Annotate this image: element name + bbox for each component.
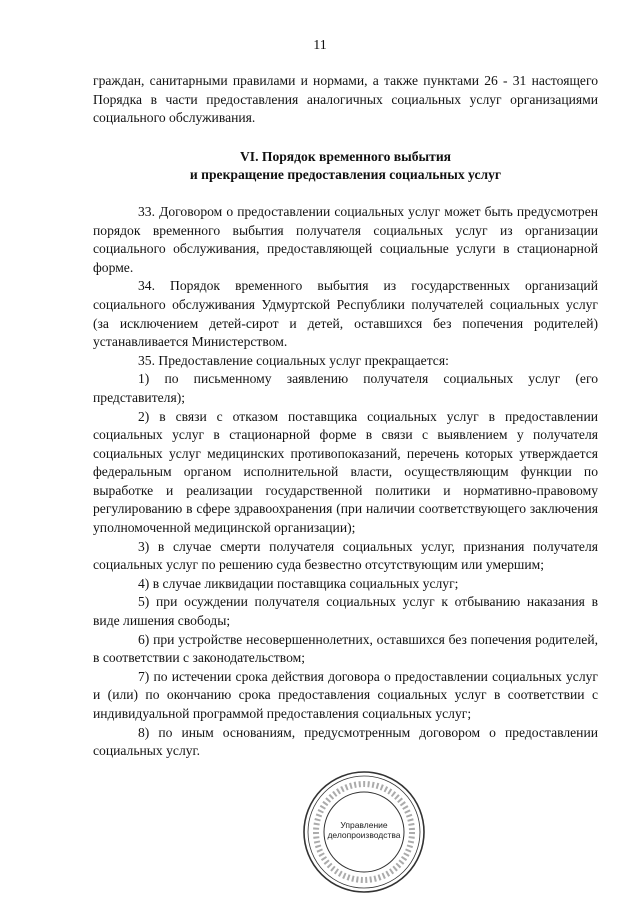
section-title-line-1: VI. Порядок временного выбытия — [239, 148, 452, 164]
list-item-3: 3) в случае смерти получателя социальных услуг, признания получателя социальных услуг по решению суда безвестно отсутствующим или умершим; — [93, 538, 598, 573]
section-title-line-2: и прекращение предоставления социальных услуг — [189, 167, 502, 183]
list-item-2: 2) в связи с отказом поставщика социальных услуг в предоставлении социальных услуг в стационарной форме в связи с выявлением у получателя социальных услуг медицинских противопоказаний, перечень которых утверждается федеральным органом исполнительной власти, осуществляющим функции по выработке и реализации государственной политики и нормативно-правовому регулированию в сфере здравоохранения (при наличии соответствующего заключения уполномоченной медицинской организации); — [93, 408, 598, 536]
list-item-4: 4) в случае ликвидации поставщика социальных услуг; — [138, 575, 459, 591]
list-item-8: 8) по иным основаниям, предусмотренным договором о предоставлении социальных услуг. — [93, 724, 598, 759]
document-body — [93, 72, 598, 761]
intro-paragraph: граждан, санитарными правилами и нормами, а также пунктами 26 - 31 настоящего Порядка в части предоставления аналогичных социальных услуг организациями социального обслуживания. — [93, 73, 598, 126]
list-item-1: 1) по письменному заявлению получателя социальных услуг (его представителя); — [93, 371, 598, 405]
paragraph-34: 34. Порядок временного выбытия из государственных организаций социального обслуживания Удмуртской Республики получателей социальных услуг (за исключением детей-сирот и детей, оставшихся без попечения родителей) устанавливается Министерством. — [93, 278, 598, 350]
list-item-5: 5) при осуждении получателя социальных услуг к отбыванию наказания в виде лишения свободы; — [93, 594, 598, 629]
paragraph-35: 35. Предоставление социальных услуг прекращается: — [138, 352, 449, 368]
list-item-7: 7) по истечении срока действия договора о предоставлении социальных услуг и (или) по окончанию срока предоставления социальных услуг в соответствии с индивидуальной программой предоставления социальных услуг; — [93, 668, 598, 721]
stamp-line-2: делопроизводства — [327, 830, 401, 840]
paragraph-33: 33. Договором о предоставлении социальных услуг может быть предусмотрен порядок временного выбытия получателя социальных услуг из организации социального обслуживания, предоставляющей социальные услуги в стационарной форме. — [93, 203, 598, 275]
list-item-6: 6) при устройстве несовершеннолетних, оставшихся без попечения родителей, в соответствии с законодательством; — [93, 631, 598, 666]
official-stamp — [302, 770, 426, 894]
section-heading — [93, 148, 598, 185]
page-number: 11 — [313, 38, 327, 53]
stamp-inner-text — [322, 820, 406, 840]
stamp-line-1: Управление — [340, 820, 388, 830]
